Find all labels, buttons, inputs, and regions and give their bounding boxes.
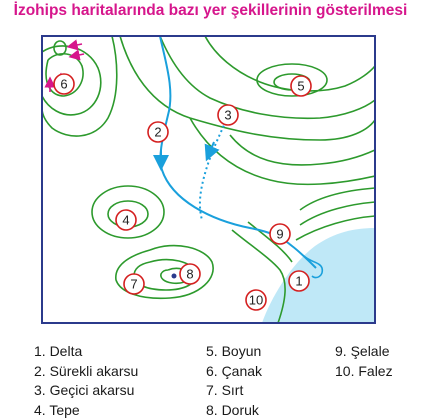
marker-label: 9 [276,226,284,242]
marker-7 [124,274,144,294]
marker-label: 1 [295,273,303,289]
marker-8 [180,264,200,284]
legend-column-1 [34,342,138,420]
markers [54,74,311,310]
legend-item: 10. Falez [335,362,393,379]
marker-label: 7 [130,276,138,292]
marker-10 [246,290,266,310]
legend-column-2 [206,342,262,420]
marker-label: 6 [60,76,68,92]
marker-5 [291,76,311,96]
legend-item: 3. Geçici akarsu [34,382,135,398]
marker-label: 2 [154,124,162,140]
summit-dot [172,274,177,279]
marker-1 [289,271,309,291]
marker-9 [270,224,290,244]
marker-6 [54,74,74,94]
marker-2 [148,122,168,142]
legend-column-3 [335,342,393,381]
marker-label: 10 [248,292,264,308]
legend-item: 2. Sürekli akarsu [34,362,139,379]
legend-item: 4. Tepe [34,401,80,418]
marker-3 [218,105,238,125]
marker-label: 5 [297,78,305,94]
legend-item: 7. Sırt [206,382,244,398]
marker-4 [116,210,136,230]
legend-item: 8. Doruk [206,401,259,418]
legend-item: 6. Çanak [206,362,263,379]
marker-label: 8 [186,266,194,282]
marker-label: 3 [224,107,232,123]
legend-item: 9. Şelale [335,343,390,359]
legend-item: 5. Boyun [206,343,262,359]
marker-label: 4 [122,212,130,228]
depression-contours [42,36,117,136]
legend-item: 1. Delta [34,343,83,359]
page-title: İzohips haritalarında bazı yer şekillerinin gösterilmesi [13,2,408,19]
